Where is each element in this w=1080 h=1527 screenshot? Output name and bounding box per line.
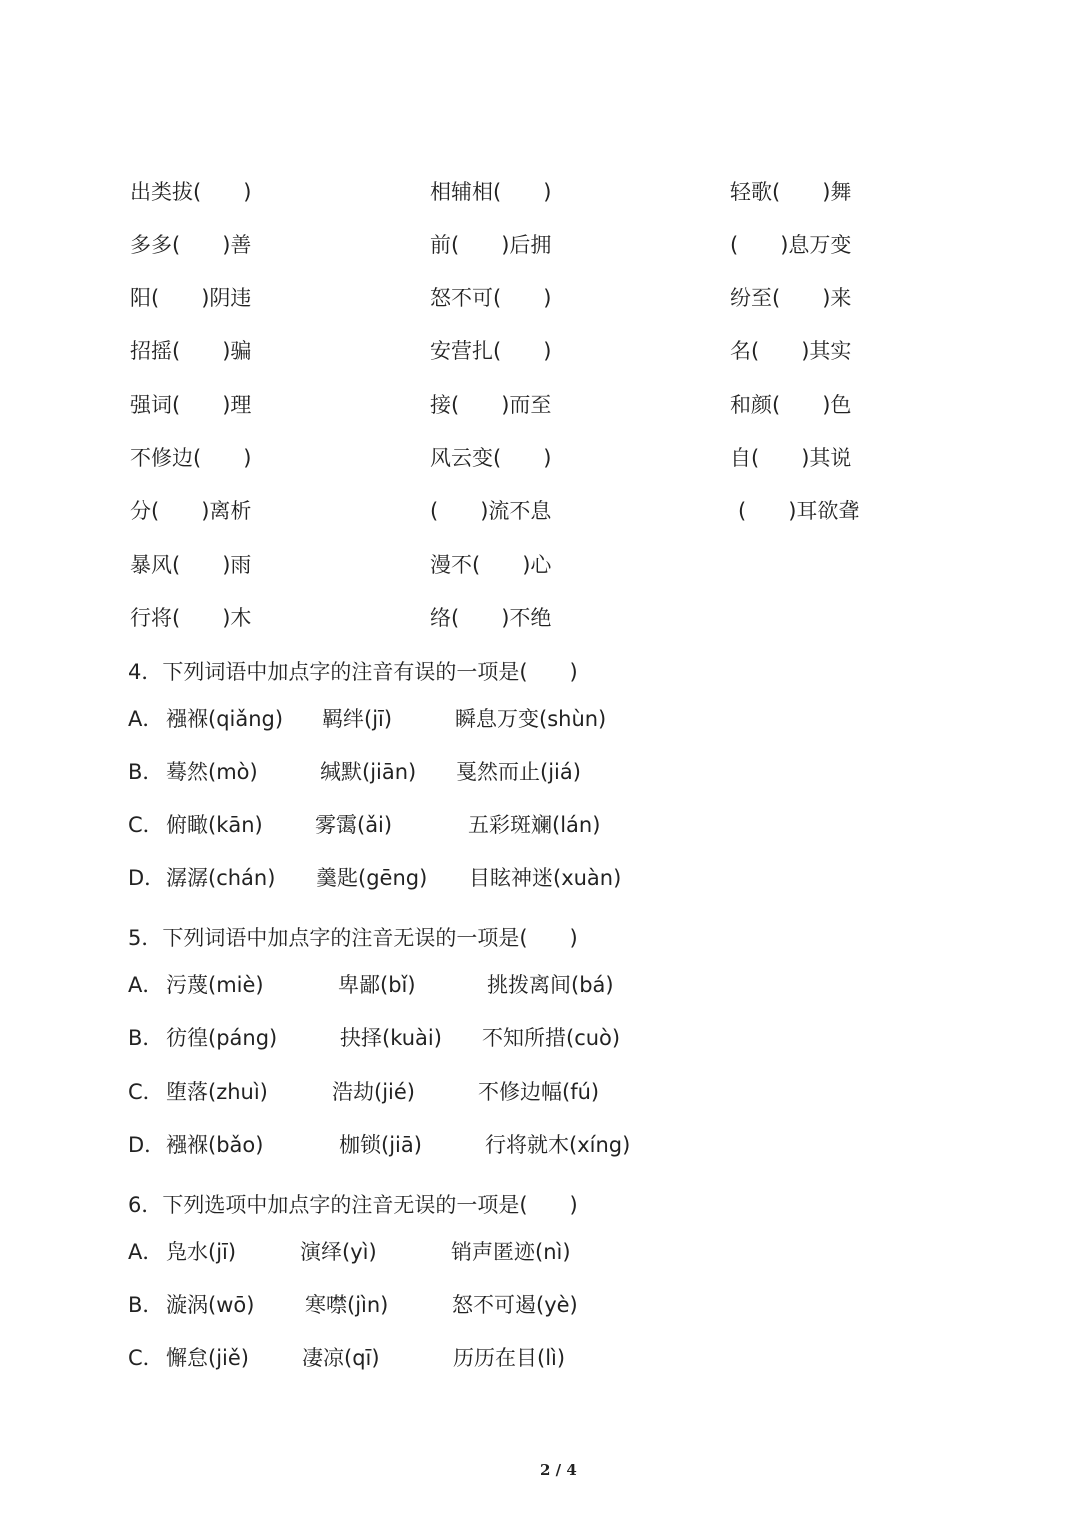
idiom-item: ( )流不息 <box>430 499 552 523</box>
option-label: D． <box>128 866 166 890</box>
question-title: 4．下列词语中加点字的注音有误的一项是( ) <box>128 660 578 684</box>
option-word: 蓦然(mò) <box>166 760 258 784</box>
option-word: 羁绊(jī) <box>322 707 393 731</box>
option-word: 寒噤(jìn) <box>305 1293 389 1317</box>
option-word: 羹匙(gēng) <box>316 866 428 890</box>
idiom-item: 招摇( )骗 <box>130 339 252 363</box>
idiom-item: ( )耳欲聋 <box>738 499 860 523</box>
idiom-item: 前( )后拥 <box>430 233 552 257</box>
idiom-item: 轻歌( )舞 <box>730 180 852 204</box>
idiom-item: 络( )不绝 <box>430 606 552 630</box>
option-label: B． <box>128 1026 164 1050</box>
idiom-item: 自( )其说 <box>730 446 852 470</box>
idiom-item: 纷至( )来 <box>730 286 852 310</box>
option-word: 卑鄙(bǐ) <box>338 973 416 997</box>
option-label: B． <box>128 1293 164 1317</box>
option-label: C． <box>128 1080 164 1104</box>
option-word: 戛然而止(jiá) <box>456 760 581 784</box>
option-word: 缄默(jiān) <box>320 760 417 784</box>
option-word: 销声匿迹(nì) <box>451 1240 571 1264</box>
idiom-item: 强词( )理 <box>130 393 252 417</box>
idiom-item: 漫不( )心 <box>430 553 552 577</box>
option-word: 襁褓(qiǎng) <box>166 707 284 731</box>
option-word: 雾霭(ǎi) <box>315 813 393 837</box>
idiom-item: 多多( )善 <box>130 233 252 257</box>
page-number: 2 / 4 <box>540 1461 577 1479</box>
option-word: 漩涡(wō) <box>166 1293 255 1317</box>
idiom-item: ( )息万变 <box>730 233 852 257</box>
option-word: 浩劫(jié) <box>332 1080 415 1104</box>
idiom-item: 怒不可( ) <box>430 286 552 310</box>
option-word: 抉择(kuài) <box>340 1026 442 1050</box>
idiom-item: 风云变( ) <box>430 446 552 470</box>
option-label: A． <box>128 707 164 731</box>
option-word: 瞬息万变(shùn) <box>455 707 607 731</box>
idiom-item: 阳( )阴违 <box>130 286 252 310</box>
option-word: 不修边幅(fú) <box>478 1080 600 1104</box>
option-word: 懈怠(jiě) <box>166 1346 249 1370</box>
idiom-item: 接( )而至 <box>430 393 552 417</box>
option-label: C． <box>128 1346 164 1370</box>
question-title: 5．下列词语中加点字的注音无误的一项是( ) <box>128 926 578 950</box>
idiom-item: 出类拔( ) <box>130 180 252 204</box>
option-word: 凄凉(qī) <box>302 1346 380 1370</box>
idiom-item: 安营扎( ) <box>430 339 552 363</box>
option-word: 俯瞰(kān) <box>166 813 263 837</box>
option-word: 襁褓(bǎo) <box>166 1133 264 1157</box>
question-title: 6．下列选项中加点字的注音无误的一项是( ) <box>128 1193 578 1217</box>
option-word: 枷锁(jiā) <box>339 1133 422 1157</box>
idiom-item: 相辅相( ) <box>430 180 552 204</box>
option-word: 历历在目(lì) <box>453 1346 566 1370</box>
option-word: 不知所措(cuò) <box>482 1026 621 1050</box>
idiom-item: 和颜( )色 <box>730 393 852 417</box>
option-word: 彷徨(páng) <box>166 1026 278 1050</box>
option-word: 挑拨离间(bá) <box>487 973 614 997</box>
option-label: D． <box>128 1133 166 1157</box>
option-word: 目眩神迷(xuàn) <box>469 866 622 890</box>
option-word: 行将就木(xíng) <box>485 1133 631 1157</box>
option-label: C． <box>128 813 164 837</box>
idiom-item: 分( )离析 <box>130 499 252 523</box>
option-word: 凫水(jī) <box>166 1240 237 1264</box>
option-word: 五彩斑斓(lán) <box>468 813 601 837</box>
option-word: 潺潺(chán) <box>166 866 276 890</box>
option-word: 演绎(yì) <box>300 1240 377 1264</box>
option-word: 堕落(zhuì) <box>166 1080 268 1104</box>
option-label: A． <box>128 973 164 997</box>
option-word: 污蔑(miè) <box>166 973 264 997</box>
option-label: A． <box>128 1240 164 1264</box>
idiom-item: 暴风( )雨 <box>130 553 252 577</box>
idiom-item: 行将( )木 <box>130 606 252 630</box>
idiom-item: 名( )其实 <box>730 339 852 363</box>
option-word: 怒不可遏(yè) <box>452 1293 578 1317</box>
idiom-item: 不修边( ) <box>130 446 252 470</box>
option-label: B． <box>128 760 164 784</box>
